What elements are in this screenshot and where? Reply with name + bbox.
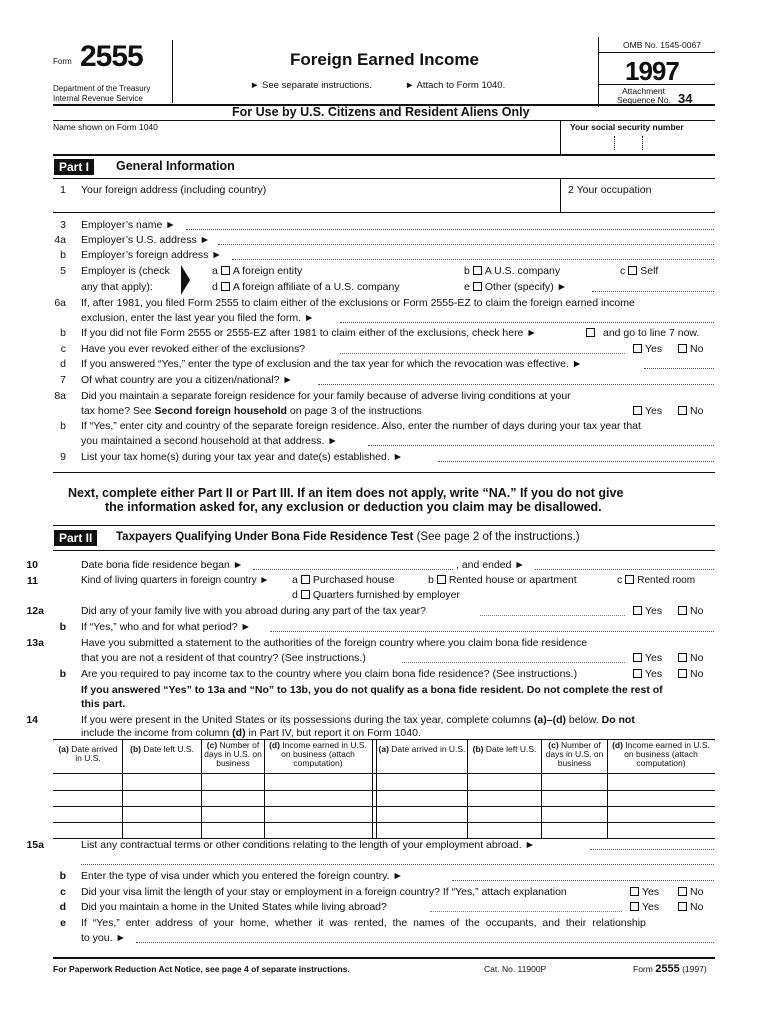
line-number: 15a [26,839,44,851]
column-text: Income earned in U.S. on business (attach computation) [622,740,710,768]
living-quarters-label: Kind of living quarters in foreign country ► [81,575,270,586]
line-number: 10 [26,559,38,571]
checkbox[interactable] [630,902,639,911]
line-15e-text-2: to you. ► [81,932,126,944]
checkbox[interactable] [625,575,634,584]
part1-tag: Part I [54,159,94,175]
occupation-label: 2 Your occupation [568,184,652,196]
checkbox[interactable] [301,590,310,599]
option-text: Quarters furnished by employer [312,589,460,601]
employer-name-field[interactable] [186,229,714,230]
table-column-header [378,745,466,754]
column-tag: (a) [378,744,389,754]
last-year-filed-field[interactable] [340,322,714,323]
employer-name-label: Employer’s name ► [81,219,176,231]
line-8a-no[interactable] [675,405,703,417]
name-label: Name shown on Form 1040 [53,122,158,132]
no-label: No [690,605,704,617]
option-text: A foreign entity [232,265,303,277]
name-field[interactable] [53,133,557,153]
text: Second foreign household [154,405,287,417]
line-15a-text: List any contractual terms or other conditions relating to the length of your employment abroad. ► [81,839,535,851]
line-13b-no[interactable] [675,668,703,680]
omb-number: OMB No. 1545-0067 [623,40,701,50]
checkbox[interactable] [473,266,482,275]
yes-label: Yes [645,605,663,617]
option-letter: e [464,281,470,293]
option-letter: a [292,574,298,586]
part2-tag: Part II [54,530,97,546]
line-6b-text: If you did not file Form 2555 or 2555-EZ after 1981 to claim either of the exclusions, check here ► [81,327,537,339]
option-text: A foreign affiliate of a U.S. company [232,281,400,293]
option-letter: d [292,589,298,601]
employer-foreign-address-label: Employer’s foreign address ► [81,249,222,261]
text: tax home? See [81,405,155,417]
line-number: 9 [60,451,66,463]
checkbox[interactable] [473,282,482,291]
employer-option-a[interactable] [212,265,302,277]
option-letter: a [212,265,218,277]
line-number: d [59,901,66,913]
line-13a-text-2: that you are not a resident of that country? (See instructions.) [81,652,366,664]
line-15e-text: If “Yes,” enter address of your home, whether it was rented, the names of the occupants, and their relationship [81,917,646,929]
instructions-notice: Next, complete either Part II or Part III. If an item does not apply, write “NA.” If you do not give [68,486,624,500]
visa-type-label: Enter the type of visa under which you entered the foreign country. ► [81,870,403,882]
line-15c-text: Did your visa limit the length of your stay or employment in a foreign country? If “Yes,” attach explanation [81,886,567,898]
quarters-option-b[interactable] [428,574,577,586]
option-letter: b [464,265,470,277]
citizenship-field[interactable] [318,384,714,385]
option-letter: c [620,265,626,277]
line-number: 7 [60,374,66,386]
residence-ended-label: , and ended ► [456,559,525,571]
line-number: 12a [26,605,44,617]
employer-us-address-label: Employer’s U.S. address ► [81,234,211,246]
line-number: b [59,668,66,680]
column-tag: (d) [269,740,280,750]
checkbox[interactable] [301,575,310,584]
line-12b-text: If “Yes,” who and for what period? ► [81,621,251,633]
text: Form [633,964,653,974]
sequence-number: 34 [678,91,693,106]
form-title: Foreign Earned Income [290,50,479,69]
text: in Part IV, but report it on Form 1040. [245,727,421,739]
option-text: Self [640,265,659,277]
yes-label: Yes [645,668,663,680]
line-number: 11 [26,575,38,587]
no-label: No [690,343,704,355]
line-13a-text: Have you submitted a statement to the authorities of the foreign country where you claim bona fide residence [81,637,588,649]
line-number: 14 [26,714,38,726]
line-number: c [60,886,66,898]
checkbox[interactable] [221,266,230,275]
column-tag: (a) [58,744,69,754]
table-column-header [543,741,606,768]
bona-fide-note: If you answered “Yes” to 13a and “No” to 13b, you do not qualify as a bona fide resident. Do not complete the rest of [81,684,663,696]
checkbox[interactable] [221,282,230,291]
column-text: Date arrived in U.S. [388,744,466,754]
yes-label: Yes [645,652,663,664]
text: include the income from column [81,727,233,739]
line-12a-yes[interactable] [630,605,662,617]
ssn-label: Your social security number [570,122,684,132]
residence-began-field[interactable] [253,569,453,570]
line-6b-checkbox[interactable] [586,328,595,337]
title-tail: (See page 2 of the instructions.) [413,531,580,543]
line-number: 8a [54,390,66,402]
line-13b-text: Are you required to pay income tax to the country where you claim bona fide residence? (See instructions.) [81,668,578,680]
no-label: No [690,886,704,898]
text: on page 3 of the instructions [286,405,422,417]
contract-terms-field[interactable] [590,849,714,850]
quarters-option-c[interactable] [617,574,695,586]
line-13a-yes[interactable] [630,652,662,664]
option-text: Rented house or apartment [448,574,577,586]
text: (d) [232,727,246,739]
text: (a)–(d) [533,714,566,726]
line-number: e [60,917,66,929]
attachment-label: Attachment [622,86,665,96]
checkbox[interactable] [633,653,642,662]
dept-line1: Department of the Treasury [53,84,151,93]
column-text: Date arrived in U.S. [68,744,118,763]
home-address-field[interactable] [136,942,714,943]
line-number: 4a [54,234,66,246]
foreign-address-label: Your foreign address (including country) [81,184,267,196]
contract-terms-field-2[interactable] [81,864,714,865]
no-label: No [690,901,704,913]
text: Do not [601,714,635,726]
line-8a-text-2 [81,405,422,417]
form-label: Form [53,57,72,66]
yes-label: Yes [642,886,660,898]
text: If you were present in the United States or its possessions during the tax year, complete columns [81,714,534,726]
quarters-option-a[interactable] [292,574,395,586]
employer-type-label-2: any that apply): [81,281,153,293]
instructions-note: ► See separate instructions. [250,80,372,91]
line-number: b [59,870,66,882]
employer-option-d[interactable] [212,281,400,293]
column-tag: (c) [206,740,218,750]
line-15c-yes[interactable] [627,886,659,898]
checkbox[interactable] [437,575,446,584]
sequence-label: Sequence No. [617,95,671,105]
visa-type-field[interactable] [452,880,714,881]
line-number: b [60,420,66,432]
checkbox[interactable] [678,669,687,678]
table-column-header [203,741,263,768]
line-number: 3 [60,219,66,231]
checkbox[interactable] [633,606,642,615]
column-tag: (d) [612,740,623,750]
table-column-header [124,745,200,754]
attach-note: ► Attach to Form 1040. [405,80,506,91]
column-text: Number of days in U.S. on business [204,740,262,768]
form-subtitle: For Use by U.S. Citizens and Resident Aliens Only [232,105,530,119]
option-text: A U.S. company [484,265,561,277]
employer-foreign-address-field[interactable] [232,259,714,260]
paperwork-notice: For Paperwork Reduction Act Notice, see page 4 of separate instructions. [53,964,350,974]
line-15d-text: Did you maintain a home in the United States while living abroad? [81,901,387,913]
column-text: Date left U.S. [140,744,194,754]
yes-label: Yes [645,343,663,355]
line-number: b [60,249,66,261]
checkbox[interactable] [678,606,687,615]
table-column-header [55,745,121,763]
table-column-header [609,741,713,768]
line-number: 1 [60,184,66,196]
line-12a-text: Did any of your family live with you abroad during any part of the tax year? [81,605,426,617]
employer-option-e[interactable] [464,281,567,293]
checkbox[interactable] [678,344,687,353]
line-8b-text-2: you maintained a second household at that address. ► [81,435,338,447]
line-6c-no[interactable] [675,343,703,355]
employer-type-label: Employer is (check [81,265,170,277]
table-column-header [469,745,540,754]
form-number: 2555 [80,40,143,73]
line-number: 5 [60,265,66,277]
option-text: Purchased house [312,574,395,586]
yes-label: Yes [642,901,660,913]
line-number: d [60,358,66,370]
line-13a-no[interactable] [675,652,703,664]
dept-line2: Internal Revenue Service [53,94,143,103]
title-text: Taxpayers Qualifying Under Bona Fide Residence Test [116,531,414,543]
line-number: 13a [26,637,44,649]
line-15d-yes[interactable] [627,901,659,913]
employer-us-address-field[interactable] [218,244,714,245]
checkbox[interactable] [630,887,639,896]
line-8a-yes[interactable] [630,405,662,417]
no-label: No [690,405,704,417]
text: (1997) [682,964,707,974]
part1-title: General Information [116,159,235,173]
employer-option-b[interactable] [464,265,560,277]
quarters-option-d[interactable] [292,589,460,601]
line-number: b [59,621,66,633]
line-14-text [81,714,635,726]
column-tag: (b) [130,744,141,754]
line-number: 6a [54,297,66,309]
line-6d-text: If you answered “Yes,” enter the type of exclusion and the tax year for which the revocation was effective. ► [81,358,583,370]
citizenship-label: Of what country are you a citizen/national? ► [81,374,293,386]
line-6a-text-2: exclusion, enter the last year you filed the form. ► [81,312,315,324]
line-number: c [60,343,66,355]
no-label: No [690,668,704,680]
line-14-text-2 [81,727,421,739]
line-13b-yes[interactable] [630,668,662,680]
checkbox[interactable] [633,669,642,678]
option-text: Other (specify) ► [484,281,568,293]
option-letter: b [428,574,434,586]
tax-year: 1997 [625,56,679,86]
ssn-field[interactable] [565,133,717,153]
catalog-number: Cat. No. 11900P [484,964,547,974]
line-6b-tail: and go to line 7 now. [603,327,700,339]
second-household-field[interactable] [368,445,714,446]
employer-option-c[interactable] [620,265,658,277]
checkbox[interactable] [678,902,687,911]
table-column-header [266,741,370,768]
bona-fide-note-2: this part. [81,698,126,710]
line-15c-no[interactable] [675,886,703,898]
option-letter: d [212,281,218,293]
column-tag: (c) [548,740,559,750]
checkbox[interactable] [678,887,687,896]
line-8b-text: If “Yes,” enter city and country of the separate foreign residence. Also, enter the number of days during your tax year that [81,420,641,432]
line-8a-text: Did you maintain a separate foreign residence for your family because of adverse living conditions at your [81,390,571,402]
line-6a-text: If, after 1981, you filed Form 2555 to claim either of the exclusions or Form 2555-EZ to claim the foreign earned income [81,297,635,309]
line-6c-text: Have you ever revoked either of the exclusions? [81,343,306,355]
no-label: No [690,652,704,664]
column-text: Income earned in U.S. on business (attach computation) [279,740,367,768]
checkbox[interactable] [678,406,687,415]
yes-label: Yes [645,405,663,417]
column-text: Number of days in U.S. on business [545,740,604,768]
bracket-arrow-icon [181,265,191,295]
column-text: Date left U.S. [483,744,537,754]
checkbox[interactable] [633,406,642,415]
column-tag: (b) [472,744,484,754]
other-employer-field[interactable] [592,291,714,292]
line-12a-no[interactable] [675,605,703,617]
instructions-notice-2: the information asked for, any exclusion or deduction you claim may be disallowed. [105,500,602,514]
line-number: b [60,327,66,339]
tax-home-label: List your tax home(s) during your tax year and date(s) established. ► [81,451,404,463]
checkbox[interactable] [633,344,642,353]
footer-form-id [633,963,707,975]
residence-began-label: Date bona fide residence began ► [81,559,244,571]
text: below. [566,714,602,726]
text: 2555 [655,963,680,975]
line-6c-yes[interactable] [630,343,662,355]
family-period-field[interactable] [270,631,714,632]
option-letter: c [617,574,623,586]
option-text: Rented room [637,575,696,586]
tax-home-field[interactable] [438,461,714,462]
revocation-field[interactable] [644,368,714,369]
part2-title [116,531,580,543]
checkbox[interactable] [628,266,637,275]
residence-ended-field[interactable] [535,569,714,570]
checkbox[interactable] [678,653,687,662]
line-15d-no[interactable] [675,901,703,913]
